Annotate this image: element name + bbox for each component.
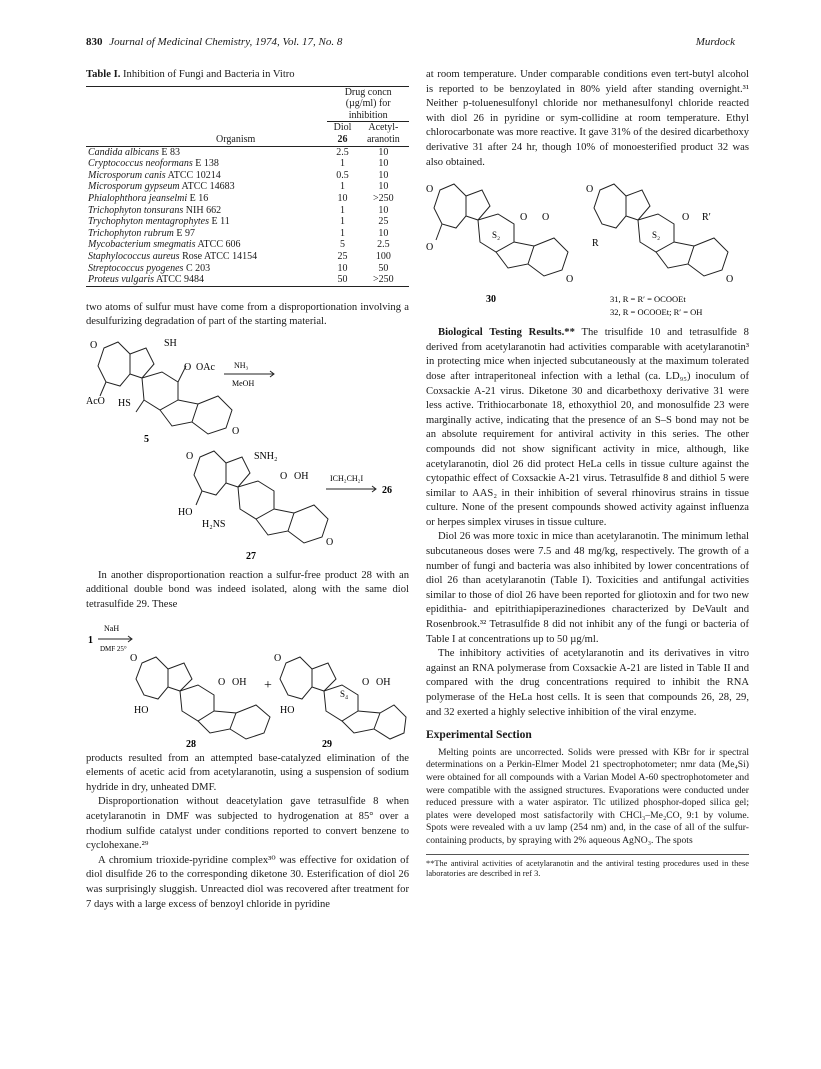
sub-o: O xyxy=(426,242,434,254)
table-row: Phialophthora jeanselmi E 16 10 >250 xyxy=(88,192,394,204)
plus-sign: + xyxy=(264,677,272,693)
section-heading-bio: Biological Testing Results.** xyxy=(438,327,575,339)
sub-s4: S₄ xyxy=(340,688,349,699)
table-row: Staphylococcus aureus Rose ATCC 14154 25 100 xyxy=(88,250,391,262)
paragraph: In another disproportionation reaction a sulfur-free product 28 with an additional double bond was indeed isolated, along with the same diol tetrasulfide 29. These xyxy=(86,569,409,611)
svg-text:O: O xyxy=(726,274,734,286)
running-author: Murdock xyxy=(695,36,735,48)
paragraph: Disproportionation without deacetylation gave tetrasulfide 8 when acetylaranotin in DMF was subjected to hydrogenation at 85° over a rhodium sulfide catalyst under conditions reported to convert benzene to cyclohexane.²⁹ xyxy=(86,796,409,852)
legend-32: 32, R = OCOOEt; R′ = OH xyxy=(610,307,703,318)
compound-label: 5 xyxy=(144,433,149,445)
running-header xyxy=(86,36,342,48)
svg-text:O: O xyxy=(232,425,240,437)
svg-text:O: O xyxy=(218,676,226,688)
table-row: Proteus vulgaris ATCC 9484 50 >250 xyxy=(86,274,409,286)
sub-s2: S₂ xyxy=(652,230,661,241)
left-column xyxy=(86,68,409,912)
svg-text:O: O xyxy=(274,652,282,664)
reagent-nh3: NH₃ xyxy=(234,360,249,370)
reagent-meoh: MeOH xyxy=(232,378,255,388)
svg-text:O: O xyxy=(184,361,192,373)
paragraph: Melting points are uncorrected. Solids were pressed with KBr for ir spectral determinations on a Perkin-Elmer Model 21 spectrophotometer; nmr data (Me₄Si) were obtained for all compounds with a Varian Model A-60 spectrophotometer and were compatible with the assigned structures. Evaporations were conducted under reduced pressure with a water aspirator. Tlc utilized phosphor-doped silica gel; plates were developed most satisfactorily with CHCl₃–Me₂CO, 9:1 by volume. Spots were revealed with a uv lamp (254 nm) and, in the case of all of the sulfur-containing products, by spraying with 2% aqueous AgNO₃. The spots xyxy=(426,746,749,846)
scheme-compound-27 xyxy=(86,445,409,563)
section-heading-experimental: Experimental Section xyxy=(426,729,532,742)
table-row: Cryptococcus neoformans E 138 1 10 xyxy=(88,158,389,170)
sub-oh-28: OH xyxy=(232,676,247,688)
paragraph-bio: Biological Testing Results.** The trisulfide 10 and tetrasulfide 8 derived from acetylaranotin had activities comparable with acetylaranotin³ in protecting mice when injected subcutaneously at the maximum tolerated dose after intraperitoneal infection with a lethal (ca. LD₉₅) inoculum of Coxsackie A-21 virus. Diketone 30 and dicarbethoxy derivative 31 were less active. Trithiocarbonate 18, ethoxythiol 20, and monosulfide 23 were marginally active, indicating that the presence of an S–S bond may not be an absolute requirement for antiviral activity in this series. The other compounds did not show significant activity in mice, although, like acetylaranotin, diol 26 did protect HeLa cells in tissue culture against the cytopathic effect of Coxsackie A-21 virus. Tetrasulfide 8 and dithiol 5 were similar to AAS₂ in their inhibition of several rhinovirus strains in tissue culture. None of the present compounds showed activity against influenza or herpes simplex viruses in tissue culture. xyxy=(426,327,749,528)
paragraph: products resulted from an attempted base-catalyzed elimination of the elements of acetic acid from acetylaranotin, using a suspension of sodium hydride in dry, unheated DMF. xyxy=(86,752,409,793)
svg-text:O: O xyxy=(520,212,528,224)
table-row: Candida albicans E 83 2.5 10 xyxy=(88,146,389,158)
compound-label: 28 xyxy=(186,738,196,748)
sub-ho-29: HO xyxy=(280,704,295,716)
col-diol: Diol 26 xyxy=(327,122,357,146)
compound-label: 27 xyxy=(246,550,256,562)
svg-text:O: O xyxy=(566,274,574,286)
table-inhibition xyxy=(86,86,409,287)
table-caption xyxy=(86,68,409,83)
paragraph: at room temperature. Under comparable conditions even tert-butyl alcohol is reported to be benzoylated in 80% yield after standing overnight.³¹ Neither p-toluenesulfonyl chloride nor methanesulfonyl chloride reacted with diol 26 in pyridine or sym-collidine at room temperature. Ethyl chlorocarbonate was more reactive. It gave 31% of the desired dicarbethoxy derivative 31 after 24 hr, though 10% of monoesterified product 32 was also obtained. xyxy=(426,69,749,168)
sub-oh-29: OH xyxy=(376,676,391,688)
svg-text:O: O xyxy=(426,184,434,196)
compound-label: 29 xyxy=(322,738,332,748)
sub-oh: OH xyxy=(294,470,309,482)
paragraph: Diol 26 was more toxic in mice than acetylaranotin. The minimum lethal subcutaneous doses were 7.5 and 48 mg/kg, respectively. The growth of a number of fungi and bacteria was also inhibited by lower concentrations of diol 26 than acetylaranotin (Table I). Toxicities and antifungal activities similar to those of diol 26 have been reported for gliotoxin and for two new epidithia- and epitrithiapiperazinediones characterized by DeVault and Rosenbrook.³² Tetrasulfide 8 did not inhibit any of the fungi or bacteria of Table I at concentrations up to 50 µg/ml. xyxy=(426,531,749,645)
table-row: Microsporum gypseum ATCC 14683 1 10 xyxy=(88,181,389,193)
reagent-diiodoethane: ICH₂CH₂I xyxy=(330,473,364,483)
sub-rprime: R′ xyxy=(702,212,711,224)
sub-s2: S₂ xyxy=(492,230,501,241)
sub-sh: SH xyxy=(164,337,177,349)
paragraph: The inhibitory activities of acetylaranotin and its derivatives in vitro against an RNA polymerase from Coxsackie A-21 are listed in Table II and compared with the drug concentrations required to inhibit the RNA polymerase of the HeLa host cells. It is seen that compounds 26, 28, 29, and 32 exerted a highly selective inhibition of the viral enzyme. xyxy=(426,648,749,718)
table-row: Mycobacterium smegmatis ATCC 606 5 2.5 xyxy=(88,239,390,251)
sub-r: R xyxy=(592,238,599,250)
paragraph: two atoms of sulfur must have come from a disproportionation involving a desulfurizing degradation of part of the starting material. xyxy=(86,301,409,328)
table-row: Trychophyton mentagrophytes E 11 1 25 xyxy=(88,216,389,228)
table-row: Streptococcus pyogenes C 203 10 50 xyxy=(88,262,389,274)
journal-citation: Journal of Medicinal Chemistry, 1974, Vol. 17, No. 8 xyxy=(109,36,343,48)
scheme-compounds-28-29 xyxy=(86,613,409,748)
svg-text:O: O xyxy=(186,450,194,462)
start-label: 1 xyxy=(88,634,93,646)
svg-text:O: O xyxy=(542,212,550,224)
svg-text:O: O xyxy=(130,652,138,664)
page-number: 830 xyxy=(86,36,103,48)
paragraph: A chromium trioxide-pyridine complex³⁰ was effective for oxidation of diol disulfide 26 to the corresponding diketone 30. Esterification of diol 26 was surprisingly sluggish. Unreacted diol was recovered after treatment for 7 days with a large excess of benzoyl chloride in pyridine xyxy=(86,854,409,910)
svg-text:O: O xyxy=(362,676,370,688)
compound-label: 30 xyxy=(486,294,496,306)
sub-ho: HO xyxy=(178,506,193,518)
table-row: Trichophyton tonsurans NIH 662 1 10 xyxy=(88,204,389,216)
scheme-compounds-30-32 xyxy=(426,170,749,320)
table-row: Trichophyton rubrum E 97 1 10 xyxy=(88,227,389,239)
table-title: Inhibition of Fungi and Bacteria in Vitro xyxy=(123,69,295,80)
right-column xyxy=(426,68,749,880)
sub-hs: HS xyxy=(118,397,131,409)
col-organism: Organism xyxy=(86,122,327,146)
svg-text:O: O xyxy=(682,212,690,224)
svg-text:O: O xyxy=(586,184,594,196)
scheme-compound-5 xyxy=(86,330,409,445)
reagent-nah: NaH xyxy=(104,623,120,633)
reagent-dmf: DMF 25° xyxy=(100,644,127,653)
group-header: Drug concn (µg/ml) for inhibition xyxy=(327,86,409,122)
sub-ho-28: HO xyxy=(134,704,149,716)
table-row: Microsporum canis ATCC 10214 0.5 10 xyxy=(88,169,389,181)
o-label: O xyxy=(90,339,98,351)
col-acetylaranotin: Acetyl- aranotin xyxy=(358,122,409,146)
sub-h2ns: H₂NS xyxy=(202,518,226,530)
svg-text:O: O xyxy=(326,536,334,548)
sub-snh2: SNH₂ xyxy=(254,450,278,462)
sub-aco: AcO xyxy=(86,395,105,407)
svg-text:O: O xyxy=(280,470,288,482)
sub-oac: OAc xyxy=(196,361,215,373)
table-label: Table I. xyxy=(86,69,121,80)
footnote: **The antiviral activities of acetylaranotin and the antiviral testing procedures used in these laboratories are described in ref 3. xyxy=(426,854,749,880)
legend-31: 31, R = R′ = OCOOEt xyxy=(610,294,686,305)
product-label: 26 xyxy=(382,484,392,496)
